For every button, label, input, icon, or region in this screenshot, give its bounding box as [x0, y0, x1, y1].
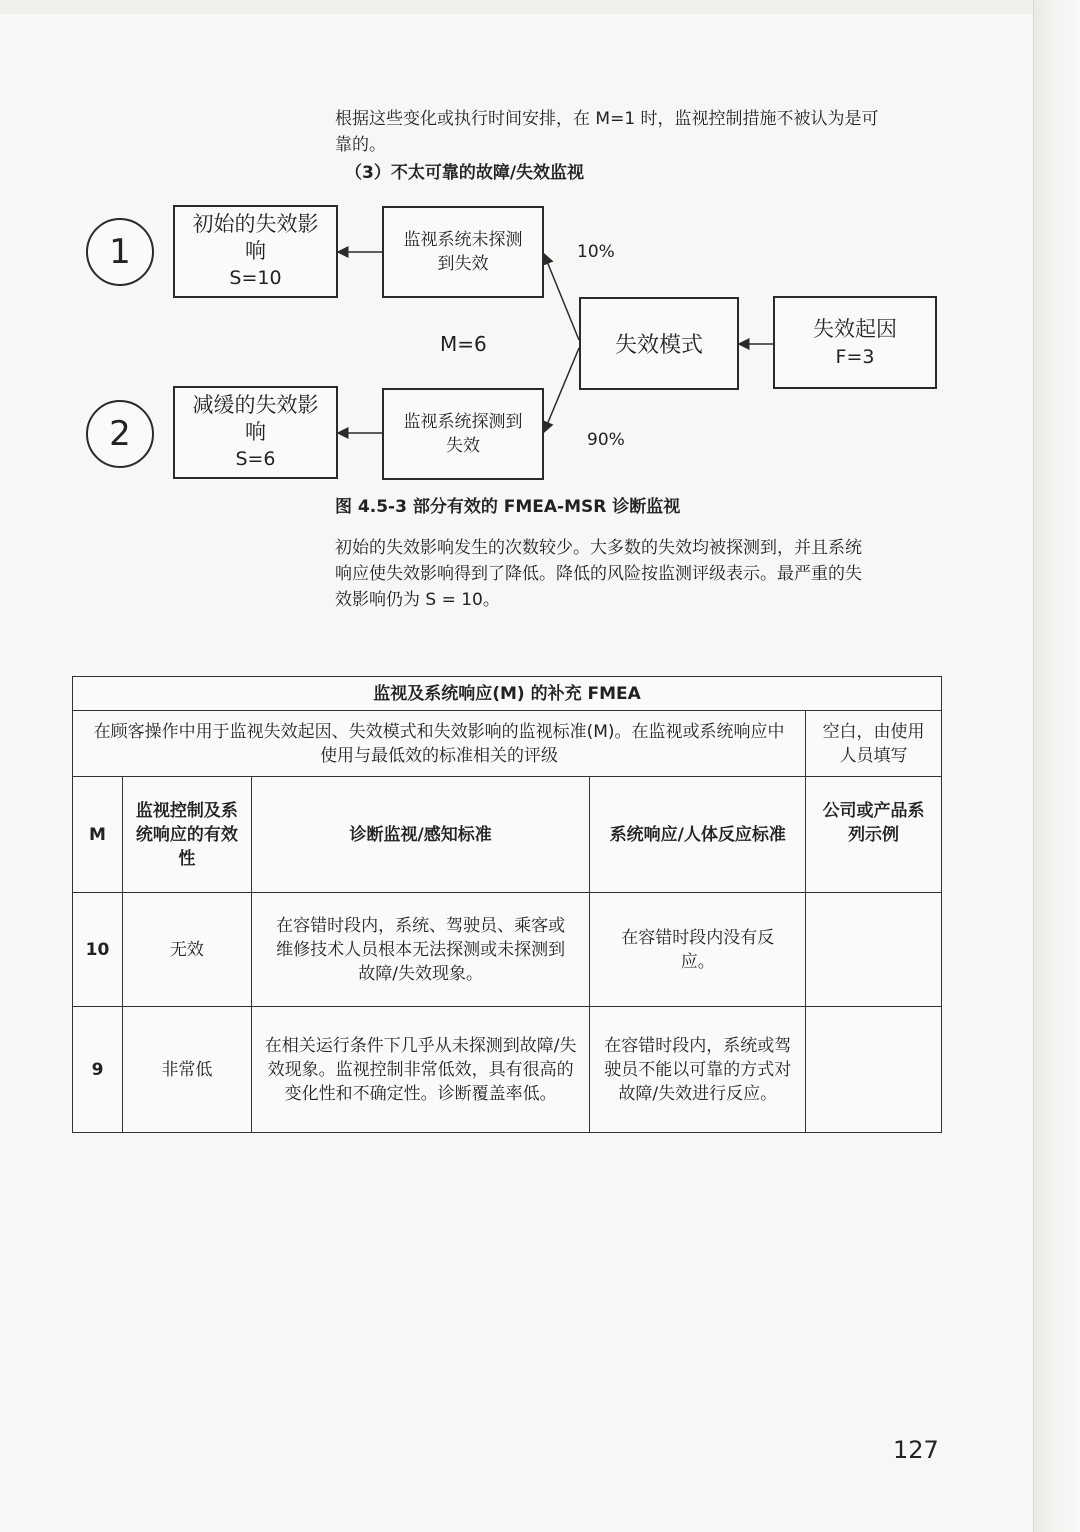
failure-cause-box — [773, 296, 937, 389]
initial-effect-severity: S=10 — [229, 267, 282, 289]
paragraph-line-1: 初始的失效影响发生的次数较少。大多数的失效均被探测到，并且系统 — [335, 538, 862, 558]
page-number: 127 — [893, 1436, 939, 1464]
mitigated-effect-line-2: 响 — [245, 420, 266, 444]
failure-mode-box — [579, 297, 739, 390]
paragraph-line-3: 效影响仍为 S = 10。 — [335, 590, 500, 610]
initial-effect-line-2: 响 — [245, 239, 266, 263]
table-blank-note: 空白，由使用人员填写 — [806, 711, 942, 777]
header-example: 公司或产品系列示例 — [806, 777, 942, 893]
pct-not-detected: 10% — [577, 242, 615, 262]
row-effectiveness: 非常低 — [122, 1007, 251, 1133]
header-effectiveness: 监视控制及系统响应的有效性 — [122, 777, 251, 893]
row-response: 在容错时段内没有反应。 — [590, 893, 806, 1007]
row-diagnostic: 在容错时段内，系统、驾驶员、乘客或维修技术人员根本无法探测或未探测到故障/失效现象。 — [251, 893, 590, 1007]
monitor-not-detected-line-2: 到失效 — [437, 254, 489, 274]
failure-mode-label: 失效模式 — [614, 333, 703, 358]
table-header-row — [73, 777, 942, 893]
row-diagnostic: 在相关运行条件下几乎从未探测到故障/失效现象。监视控制非常低效，具有很高的变化性和不确定性。诊断覆盖率低。 — [251, 1007, 590, 1133]
initial-effect-line-1: 初始的失效影 — [192, 212, 319, 236]
pct-detected: 90% — [587, 430, 625, 450]
table-description: 在顾客操作中用于监视失效起因、失效模式和失效影响的监视标准(M)。在监视或系统响应中使用与最低效的标准相关的评级 — [73, 711, 806, 777]
monitor-detected-box — [382, 388, 544, 480]
row-response: 在容错时段内，系统或驾驶员不能以可靠的方式对故障/失效进行反应。 — [590, 1007, 806, 1133]
intro-line-1: 根据这些变化或执行时间安排，在 M=1 时，监视控制措施不被认为是可 — [335, 109, 879, 129]
header-response: 系统响应/人体反应标准 — [590, 777, 806, 893]
fmea-monitoring-table — [72, 676, 942, 1133]
monitor-detected-line-1: 监视系统探测到 — [403, 412, 523, 432]
row-example — [806, 1007, 942, 1133]
table-title: 监视及系统响应(M) 的补充 FMEA — [73, 677, 942, 711]
monitor-not-detected-line-1: 监视系统未探测 — [403, 230, 523, 250]
monitor-not-detected-box — [382, 206, 544, 298]
failure-cause-occurrence: F=3 — [835, 345, 875, 368]
circle-label-2: 2 — [86, 400, 154, 468]
mitigated-effect-line-1: 减缓的失效影 — [192, 393, 319, 417]
monitor-detected-line-2: 失效 — [446, 436, 480, 456]
section-heading: （3）不太可靠的故障/失效监视 — [345, 163, 585, 183]
row-effectiveness: 无效 — [122, 893, 251, 1007]
header-m: M — [73, 777, 123, 893]
failure-cause-label: 失效起因 — [813, 316, 897, 341]
row-example — [806, 893, 942, 1007]
paragraph-line-2: 响应使失效影响得到了降低。降低的风险按监测评级表示。最严重的失 — [335, 564, 862, 584]
circle-label-1: 1 — [86, 218, 154, 286]
header-diagnostic: 诊断监视/感知标准 — [251, 777, 590, 893]
arrow-to-not-detected — [544, 254, 579, 340]
intro-line-2: 靠的。 — [335, 135, 386, 155]
row-m-value: 9 — [73, 1007, 123, 1133]
row-m-value: 10 — [73, 893, 123, 1007]
figure-caption: 图 4.5-3 部分有效的 FMEA-MSR 诊断监视 — [335, 497, 681, 517]
mitigated-effect-box — [173, 386, 338, 479]
table-row — [73, 893, 942, 1007]
initial-effect-box — [173, 205, 338, 298]
table-row — [73, 1007, 942, 1133]
arrow-to-detected — [544, 348, 579, 432]
m-value: M=6 — [440, 332, 487, 356]
mitigated-effect-severity: S=6 — [235, 448, 276, 470]
